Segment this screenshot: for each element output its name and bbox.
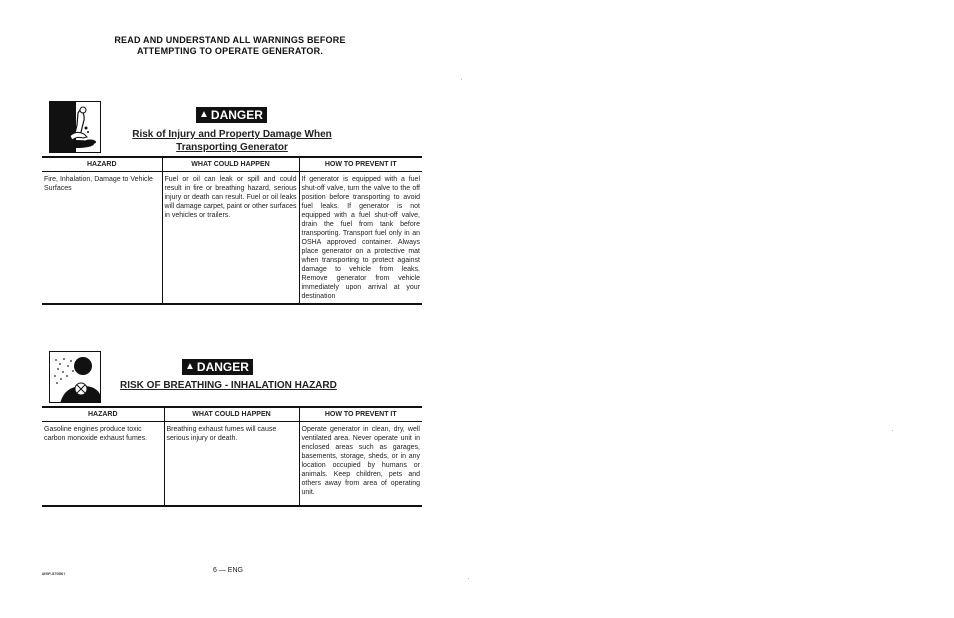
header-what-could-happen: WHAT COULD HAPPEN <box>164 407 299 422</box>
read-warnings-line2: ATTEMPTING TO OPERATE GENERATOR. <box>136 46 324 56</box>
fuel-spill-icon <box>49 101 101 153</box>
read-warnings-line1: READ AND UNDERSTAND ALL WARNINGS BEFORE <box>114 35 346 45</box>
header-hazard: HAZARD <box>42 407 164 422</box>
table-header-row <box>42 157 422 172</box>
header-what-could-happen: WHAT COULD HAPPEN <box>162 157 299 172</box>
hazard-table <box>42 406 422 507</box>
table-row <box>42 172 422 305</box>
danger-label: DANGER <box>210 108 263 122</box>
scan-speck <box>461 79 462 80</box>
page-number: 6 — ENG <box>213 567 243 574</box>
document-code: MSP-57056† <box>42 571 66 576</box>
hazard-cell: Fire, Inhalation, Damage to Vehicle Surfaces <box>42 172 162 305</box>
section-title <box>120 379 360 392</box>
exhaust-inhalation-icon <box>49 351 101 403</box>
section-title-line1: Risk of Injury and Property Damage When <box>132 129 332 140</box>
what-could-happen-cell: Breathing exhaust fumes will cause serious injury or death. <box>164 422 299 507</box>
danger-badge <box>182 359 253 375</box>
section-title <box>102 128 362 154</box>
what-could-happen-cell: Fuel or oil can leak or spill and could result in fire or breathing hazard, serious injury or death can result. Fuel or oil leaks will damage carpet, paint or other surfaces in vehicles or trailers. <box>162 172 299 305</box>
section-title-line2: Transporting Generator <box>176 142 288 153</box>
table-row <box>42 422 422 507</box>
hazard-table <box>42 156 422 305</box>
how-to-prevent-cell: If generator is equipped with a fuel shut-off valve, turn the valve to the off position before transporting to avoid fuel leaks. If generator is not equipped with a fuel shut-off valve, drain the fuel from tank before transporting. Transport fuel only in an OSHA approved container. Always place generator on a protective mat when transporting to protect against damage to vehicle from leaks. Remove generator from vehicle immediately upon arrival at your destination <box>299 172 422 305</box>
danger-label: DANGER <box>196 360 249 374</box>
scan-speck <box>468 578 469 579</box>
how-to-prevent-cell: Operate generator in clean, dry, well ventilated area. Never operate unit in enclosed areas such as garages, basements, storage, sheds, or in any location occupied by humans or animals. Keep children, pets and others away from area of operating unit. <box>299 422 422 507</box>
header-hazard: HAZARD <box>42 157 162 172</box>
section-title-line1: RISK OF BREATHING - INHALATION HAZARD <box>120 380 337 391</box>
warning-triangle-icon: ▲ <box>199 109 209 120</box>
table-header-row <box>42 407 422 422</box>
scan-speck <box>892 430 893 431</box>
warning-triangle-icon: ▲ <box>185 361 195 372</box>
danger-badge <box>196 107 267 123</box>
manual-page <box>0 0 470 618</box>
header-how-to-prevent: HOW TO PREVENT IT <box>299 157 422 172</box>
header-how-to-prevent: HOW TO PREVENT IT <box>299 407 422 422</box>
read-warnings-notice <box>80 35 380 57</box>
hazard-cell: Gasoline engines produce toxic carbon monoxide exhaust fumes. <box>42 422 164 507</box>
